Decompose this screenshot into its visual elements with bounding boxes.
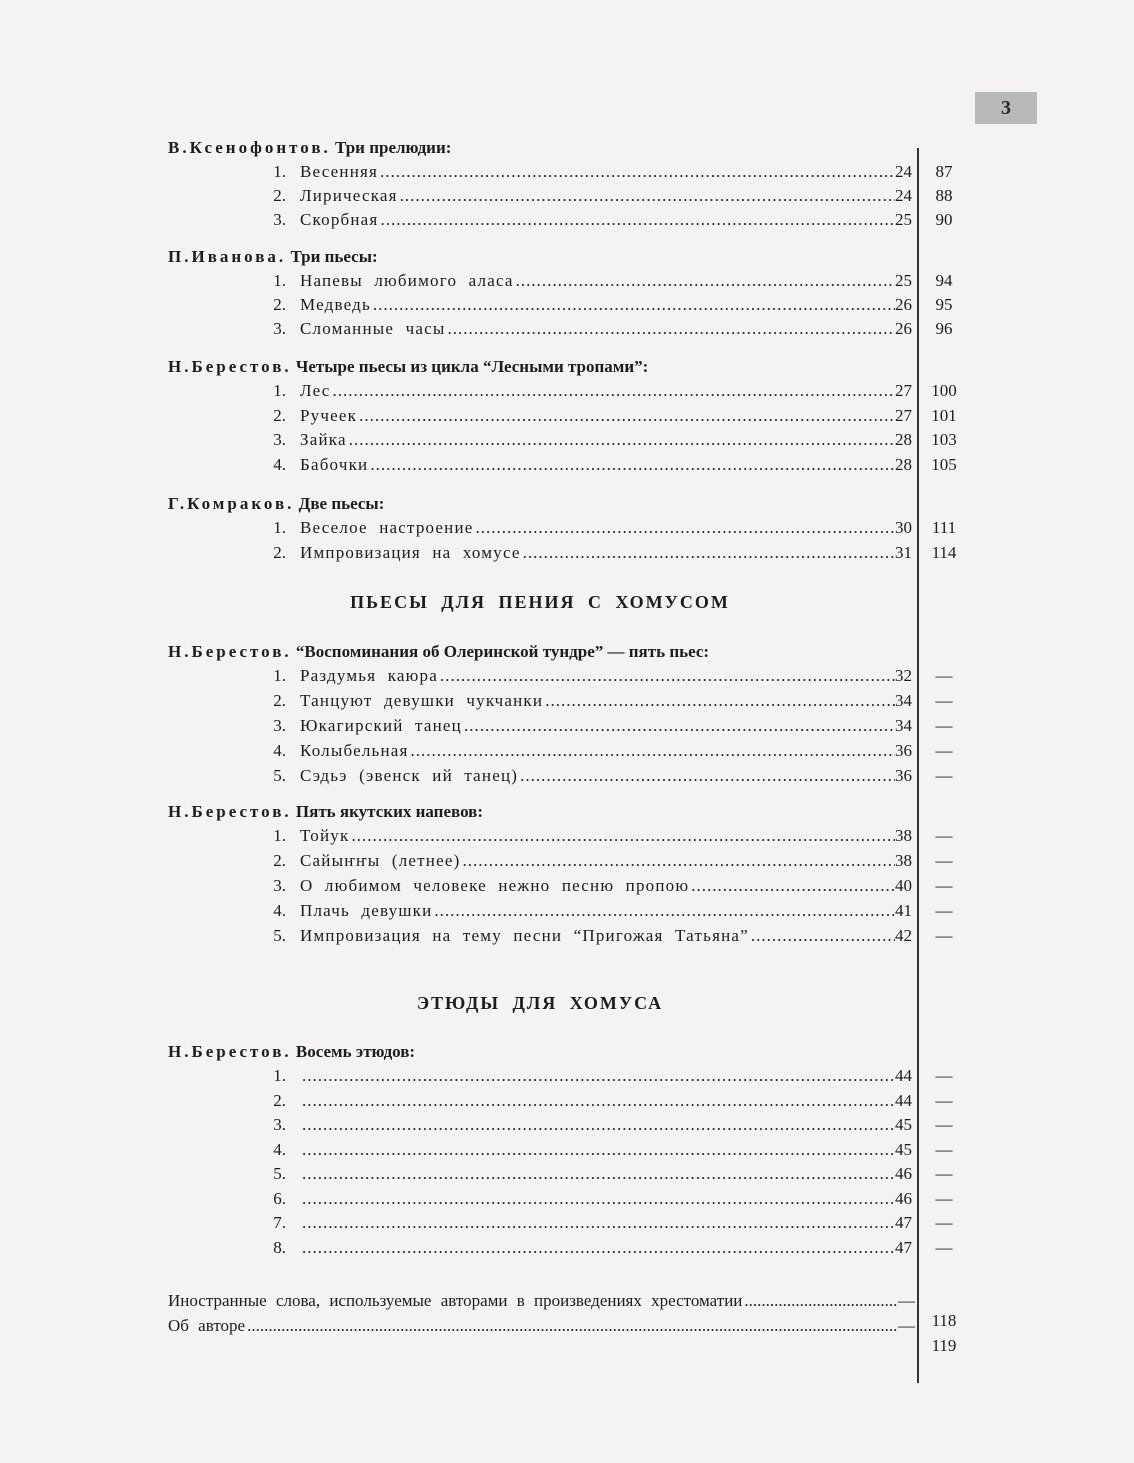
- entry-page-secondary: —: [935, 716, 953, 735]
- group-title: [168, 494, 384, 514]
- entry-page: 28: [895, 454, 912, 474]
- composer-name: Н.Берестов.: [168, 642, 292, 661]
- toc-entry[interactable]: [0, 186, 1134, 210]
- entry-page: 45: [895, 1115, 912, 1134]
- dot-leader: [247, 1316, 898, 1336]
- toc-entry[interactable]: [0, 381, 1134, 405]
- appendix-title: Об авторе: [168, 1316, 246, 1335]
- section-heading: ЭТЮДЫ ДЛЯ ХОМУСА: [416, 993, 664, 1013]
- entry-title: Сломанные часы: [300, 319, 446, 338]
- entry-page-secondary: 111: [931, 518, 957, 537]
- appendix-page: —: [898, 1316, 915, 1335]
- entry-number: 3.: [273, 876, 286, 895]
- entry-page-secondary: —: [935, 741, 953, 760]
- toc-entry[interactable]: [0, 766, 1134, 790]
- entry-title: Импровизация на тему песни “Пригожая Татьяна”: [300, 926, 749, 945]
- entry-title: Бабочки: [300, 454, 369, 474]
- entry-page-secondary: —: [935, 766, 953, 785]
- entry-page: 46: [895, 1164, 912, 1183]
- toc-entry[interactable]: [0, 543, 1134, 567]
- group-subtitle: Четыре пьесы из цикла “Лесными тропами”:: [295, 357, 649, 376]
- entry-title: Лирическая: [300, 186, 398, 205]
- section-heading: ПЬЕСЫ ДЛЯ ПЕНИЯ С ХОМУСОМ: [350, 592, 730, 612]
- entry-title: Сайыҥҥы (летнее): [300, 851, 461, 870]
- entry-title: Веселое настроение: [300, 518, 474, 537]
- entry-number: 1.: [273, 826, 286, 845]
- entry-title: Скорбная: [300, 210, 379, 229]
- dot-leader: [691, 876, 895, 896]
- entry-page: 25: [895, 271, 912, 290]
- entry-number: 3.: [273, 716, 286, 735]
- toc-entry[interactable]: [0, 926, 1134, 950]
- entry-number: 2.: [273, 186, 286, 205]
- group-subtitle: Восемь этюдов:: [295, 1042, 416, 1061]
- entry-page: 27: [895, 405, 912, 425]
- entry-page-secondary: —: [935, 691, 953, 710]
- entry-number: 6.: [273, 1188, 286, 1208]
- appendix-title: Иностранные слова, используемые авторами в произведениях хрестоматии: [168, 1291, 743, 1310]
- entry-number: 2.: [273, 1090, 286, 1110]
- entry-title: Медведь: [300, 295, 371, 314]
- entry-page: 47: [895, 1213, 912, 1232]
- toc-entry[interactable]: [0, 1164, 1134, 1188]
- entry-page: 25: [895, 210, 912, 229]
- toc-entry[interactable]: [0, 1115, 1134, 1139]
- entry-page: 46: [895, 1188, 912, 1208]
- toc-entry[interactable]: [0, 741, 1134, 765]
- entry-number: 4.: [273, 454, 286, 474]
- entry-number: 2.: [273, 543, 286, 562]
- toc-entry[interactable]: [0, 406, 1134, 430]
- entry-page: 27: [895, 381, 912, 400]
- dot-leader: [440, 666, 895, 686]
- entry-page-secondary: 101: [931, 405, 957, 425]
- entry-number: 5.: [273, 926, 286, 945]
- toc-entry[interactable]: [0, 430, 1134, 454]
- toc-entry[interactable]: [0, 666, 1134, 690]
- entry-page: 47: [895, 1237, 912, 1257]
- dot-leader: [359, 406, 895, 426]
- entry-title: Сэдьэ (эвенск ий танец): [300, 766, 519, 785]
- dot-leader: [476, 518, 895, 538]
- entry-number: 4.: [273, 901, 286, 920]
- toc-entry[interactable]: [0, 876, 1134, 900]
- entry-title: Весенняя: [300, 162, 379, 181]
- toc-entry[interactable]: [0, 162, 1134, 186]
- toc-entry[interactable]: [0, 1238, 1134, 1262]
- dot-leader: [349, 430, 895, 450]
- entry-number: 5.: [273, 1164, 286, 1183]
- composer-name: Н.Берестов.: [168, 1042, 292, 1061]
- dot-leader: [434, 901, 895, 921]
- entry-page-secondary: —: [935, 1090, 953, 1110]
- entry-page-secondary: 105: [931, 454, 957, 474]
- dot-leader: [545, 691, 895, 711]
- page-number-badge: 3: [975, 92, 1037, 124]
- composer-name: П.Иванова.: [168, 247, 287, 266]
- entry-number: 5.: [273, 766, 286, 785]
- dot-leader: [464, 716, 895, 736]
- entry-number: 1.: [273, 271, 286, 290]
- entry-page: 38: [895, 851, 912, 870]
- entry-number: 2.: [273, 851, 286, 870]
- dot-leader: [744, 1291, 898, 1311]
- dot-leader: [411, 741, 895, 761]
- entry-page: 44: [895, 1066, 912, 1085]
- toc-entry[interactable]: [0, 1140, 1134, 1164]
- entry-page: 34: [895, 691, 912, 710]
- entry-page-secondary: —: [935, 851, 953, 870]
- toc-entry[interactable]: [0, 716, 1134, 740]
- entry-page-secondary: —: [935, 1237, 953, 1257]
- dot-leader: [400, 186, 895, 206]
- entry-title: Танцуют девушки чукчанки: [300, 691, 544, 710]
- entry-page-secondary: —: [935, 1115, 953, 1134]
- dot-leader: [520, 766, 895, 786]
- entry-page: 28: [895, 430, 912, 449]
- appendix-page-secondary: 118: [931, 1311, 957, 1330]
- entry-title: Колыбельная: [300, 741, 409, 760]
- toc-entry[interactable]: [0, 271, 1134, 295]
- composer-name: Г.Комраков.: [168, 494, 295, 513]
- entry-page-secondary: 88: [935, 186, 953, 205]
- entry-title: Юкагирский танец: [300, 716, 462, 735]
- entry-page: 32: [895, 666, 912, 685]
- dot-leader: [302, 1066, 895, 1086]
- toc-entry[interactable]: [0, 210, 1134, 234]
- entry-number: 3.: [273, 319, 286, 338]
- dot-leader: [523, 543, 895, 563]
- entry-page: 38: [895, 826, 912, 845]
- entry-number: 8.: [273, 1237, 286, 1257]
- entry-page: 30: [895, 518, 912, 537]
- toc-entry[interactable]: [0, 826, 1134, 850]
- entry-page: 45: [895, 1139, 912, 1159]
- toc-entry[interactable]: [0, 1091, 1134, 1115]
- toc-entry[interactable]: [0, 901, 1134, 925]
- dot-leader: [373, 295, 895, 315]
- entry-page: 44: [895, 1090, 912, 1110]
- dot-leader: [351, 826, 895, 846]
- entry-page: 36: [895, 741, 912, 760]
- appendix-page: —: [898, 1291, 915, 1310]
- group-subtitle: Три прелюдии:: [335, 138, 452, 157]
- entry-page-secondary: —: [935, 1188, 953, 1208]
- entry-title: Раздумья каюра: [300, 666, 439, 685]
- toc-entry[interactable]: [0, 851, 1134, 875]
- dot-leader: [333, 381, 895, 401]
- group-subtitle: Пять якутских напевов:: [295, 802, 484, 821]
- group-title: [168, 138, 451, 158]
- entry-number: 1.: [273, 381, 286, 400]
- group-title: [168, 357, 648, 377]
- toc-entry[interactable]: [0, 455, 1134, 479]
- toc-entry[interactable]: [0, 1066, 1134, 1090]
- entry-page: 36: [895, 766, 912, 785]
- entry-number: 1.: [273, 162, 286, 181]
- appendix-page-secondary: 119: [931, 1336, 957, 1355]
- entry-page-secondary: —: [935, 876, 953, 895]
- toc-entry[interactable]: [0, 1189, 1134, 1213]
- group-subtitle: Три пьесы:: [290, 247, 378, 266]
- composer-name: Н.Берестов.: [168, 802, 292, 821]
- entry-number: 3.: [273, 1115, 286, 1134]
- composer-name: В.Ксенофонтов.: [168, 138, 331, 157]
- entry-page: 31: [895, 543, 912, 562]
- entry-title: Импровизация на хомусе: [300, 543, 521, 562]
- entry-page-secondary: —: [935, 926, 953, 945]
- entry-title: Плачь девушки: [300, 901, 433, 920]
- entry-number: 2.: [273, 405, 286, 425]
- entry-number: 3.: [273, 210, 286, 229]
- toc-entry[interactable]: [0, 1213, 1134, 1237]
- dot-leader: [462, 851, 895, 871]
- entry-page-secondary: 114: [931, 543, 957, 562]
- entry-page-secondary: 95: [935, 295, 953, 314]
- entry-page: 34: [895, 716, 912, 735]
- entry-page: 41: [895, 901, 912, 920]
- toc-entry[interactable]: [0, 319, 1134, 343]
- dot-leader: [302, 1140, 895, 1160]
- entry-number: 2.: [273, 295, 286, 314]
- entry-page-secondary: 90: [935, 210, 953, 229]
- dot-leader: [302, 1164, 895, 1184]
- dot-leader: [302, 1189, 895, 1209]
- group-title: [168, 802, 483, 822]
- dot-leader: [302, 1115, 895, 1135]
- entry-page-secondary: 87: [935, 162, 953, 181]
- entry-page-secondary: 103: [931, 430, 957, 449]
- entry-page: 42: [895, 926, 912, 945]
- entry-number: 1.: [273, 518, 286, 537]
- entry-page-secondary: —: [935, 1139, 953, 1159]
- group-title: [168, 247, 378, 267]
- entry-number: 1.: [273, 666, 286, 685]
- entry-title: Тойук: [300, 826, 350, 845]
- entry-title: Лес: [300, 381, 331, 400]
- dot-leader: [380, 162, 895, 182]
- entry-page-secondary: —: [935, 666, 953, 685]
- dot-leader: [751, 926, 895, 946]
- entry-page: 26: [895, 295, 912, 314]
- entry-page-secondary: 96: [935, 319, 953, 338]
- entry-page-secondary: 94: [935, 271, 953, 290]
- group-title: [168, 642, 709, 662]
- entry-title: Ручеек: [300, 405, 358, 425]
- entry-number: 4.: [273, 1139, 286, 1159]
- toc-entry[interactable]: [0, 295, 1134, 319]
- entry-number: 1.: [273, 1066, 286, 1085]
- entry-page-secondary: —: [935, 1164, 953, 1183]
- group-subtitle: “Воспоминания об Олеринской тундре” — пять пьес:: [295, 642, 710, 661]
- entry-page-secondary: 100: [931, 381, 957, 400]
- entry-page-secondary: —: [935, 1213, 953, 1232]
- composer-name: Н.Берестов.: [168, 357, 292, 376]
- entry-page-secondary: —: [935, 1066, 953, 1085]
- dot-leader: [302, 1213, 895, 1233]
- entry-title: Напевы любимого аласа: [300, 271, 514, 290]
- entry-number: 3.: [273, 430, 286, 449]
- dot-leader: [380, 210, 895, 230]
- entry-number: 4.: [273, 741, 286, 760]
- entry-page: 26: [895, 319, 912, 338]
- entry-title: О любимом человеке нежно песню пропою: [300, 876, 690, 895]
- dot-leader: [447, 319, 895, 339]
- entry-page: 24: [895, 162, 912, 181]
- entry-page-secondary: —: [935, 901, 953, 920]
- entry-number: 7.: [273, 1213, 286, 1232]
- entry-number: 2.: [273, 691, 286, 710]
- entry-page: 40: [895, 876, 912, 895]
- toc-entry[interactable]: [0, 518, 1134, 542]
- toc-entry[interactable]: [0, 691, 1134, 715]
- dot-leader: [516, 271, 895, 291]
- entry-page: 24: [895, 186, 912, 205]
- group-title: [168, 1042, 415, 1062]
- dot-leader: [370, 455, 895, 475]
- entry-title: Зайка: [300, 430, 347, 449]
- dot-leader: [302, 1091, 895, 1111]
- entry-page-secondary: —: [935, 826, 953, 845]
- dot-leader: [302, 1238, 895, 1258]
- group-subtitle: Две пьесы:: [298, 494, 385, 513]
